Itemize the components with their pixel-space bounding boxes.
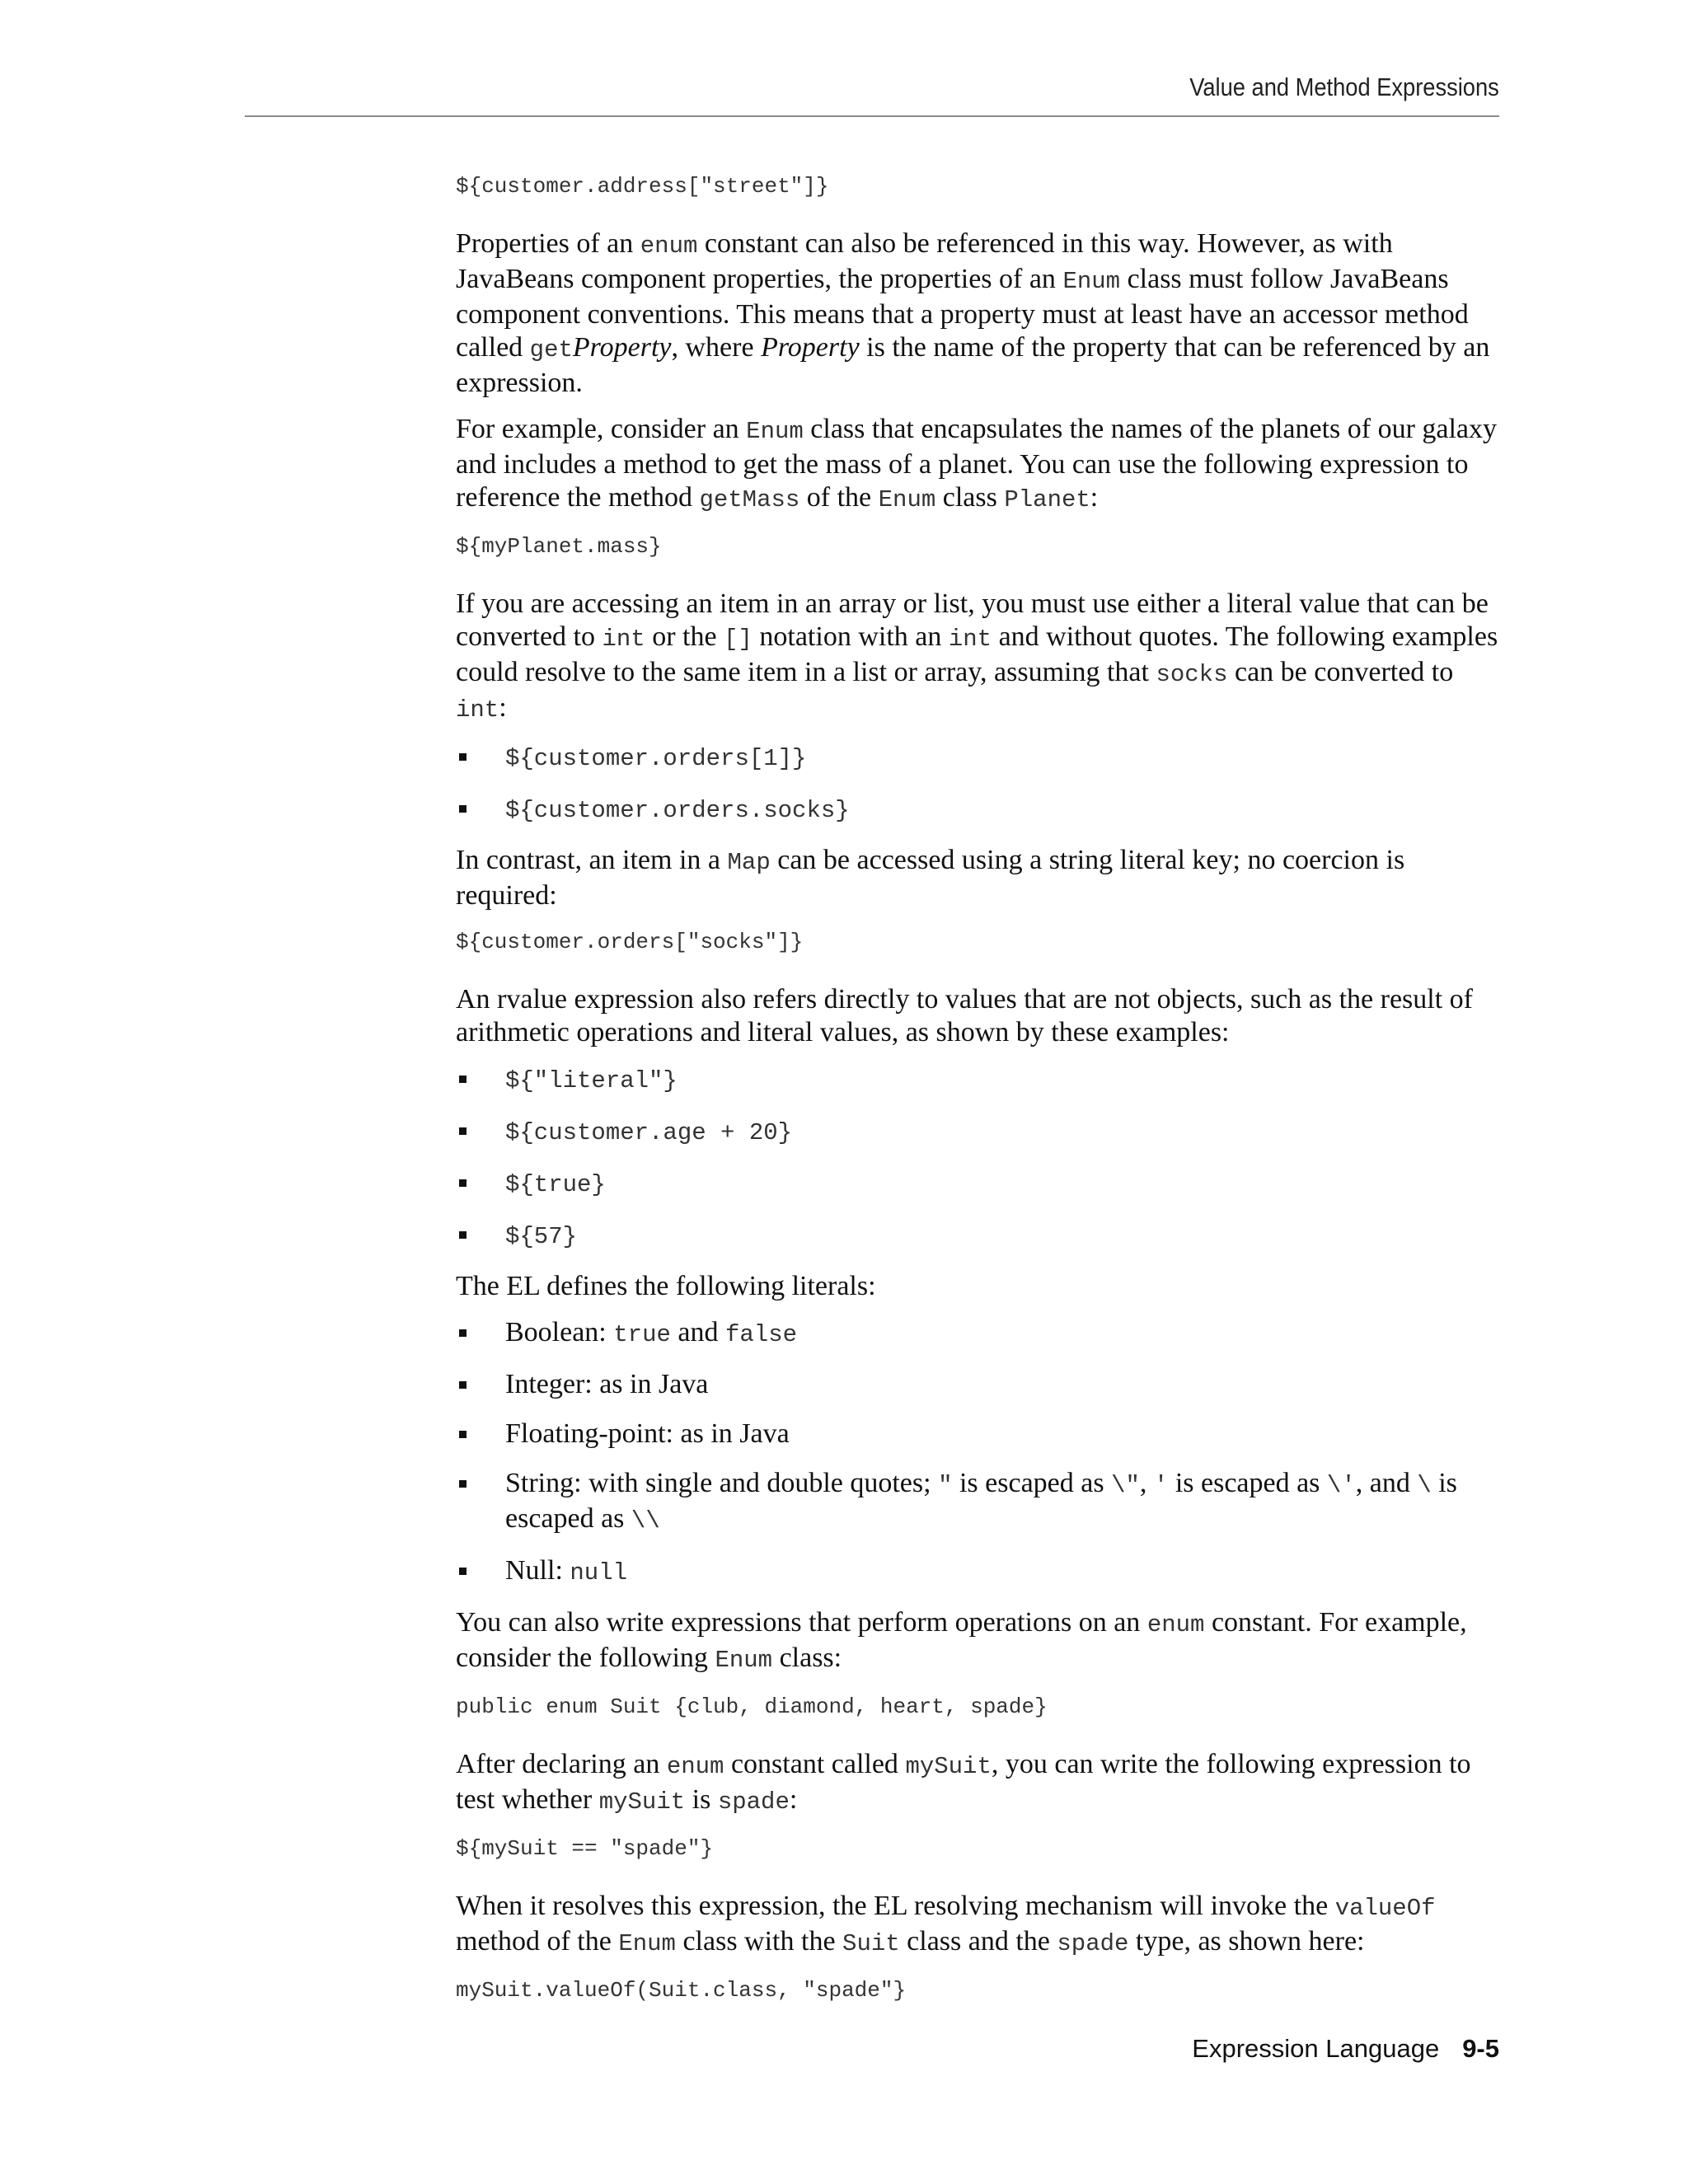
list-item: ${customer.orders.socks} <box>456 792 1503 827</box>
paragraph-map-access: In contrast, an item in a Map can be accessed using a string literal key; no coercion is required: <box>456 845 1405 911</box>
list-item-null: Null: null <box>456 1554 1503 1590</box>
header-title: Value and Method Expressions <box>1189 73 1499 101</box>
paragraph-planet-example: For example, consider an Enum class that encapsulates the names of the planets of our galaxy and includes a method to get the mass of a planet. You can use the following expression to reference the method getMass of the Enum class Planet: <box>456 414 1498 513</box>
bullet-icon <box>459 1568 467 1575</box>
bullet-icon <box>459 1076 467 1083</box>
code-example-socks: ${customer.orders["socks"]} <box>456 930 804 954</box>
list-item-float: Floating-point: as in Java <box>456 1418 1503 1451</box>
bullet-icon <box>459 1179 467 1187</box>
list-item-integer: Integer: as in Java <box>456 1368 1503 1401</box>
page-footer <box>1192 2034 1499 2064</box>
bullet-icon <box>459 1127 467 1135</box>
bullet-icon <box>459 1231 467 1239</box>
footer-section-title: Expression Language <box>1192 2034 1440 2063</box>
list-item: ${true} <box>456 1166 1503 1202</box>
running-header <box>245 73 1499 117</box>
page-body <box>456 170 1503 2022</box>
code-example-suit-test: ${mySuit == "spade"} <box>456 1836 714 1861</box>
bullet-icon <box>459 753 467 761</box>
bullet-icon <box>459 805 467 813</box>
paragraph-literals-intro: The EL defines the following literals: <box>456 1271 876 1301</box>
code-example-street: ${customer.address["street"]} <box>456 174 829 199</box>
bullet-icon <box>459 1381 467 1389</box>
list-item: ${"literal"} <box>456 1062 1503 1098</box>
list-rvalue-examples <box>456 1062 1503 1254</box>
bullet-icon <box>459 1480 467 1488</box>
paragraph-mysuit: After declaring an enum constant called mySuit, you can write the following expression to test whether mySuit is spade: <box>456 1749 1471 1816</box>
list-item: ${customer.orders[1]} <box>456 740 1503 776</box>
bullet-icon <box>459 1329 467 1337</box>
paragraph-enum-operations: You can also write expressions that perform operations on an enum constant. For example, consider the following Enum class: <box>456 1607 1467 1674</box>
paragraph-array-access: If you are accessing an item in an array or list, you must use either a literal value that can be converted to int or the [] notation with an int and without quotes. The following examples could resolve to the same item in a list or array, assuming that socks can be converted to int: <box>456 588 1498 724</box>
list-item: ${customer.age + 20} <box>456 1114 1503 1150</box>
paragraph-valueof: When it resolves this expression, the EL resolving mechanism will invoke the valueOf method of the Enum class with the Suit class and the spade type, as shown here: <box>456 1891 1436 1957</box>
list-item-boolean: Boolean: true and false <box>456 1316 1503 1352</box>
paragraph-enum-properties: Properties of an enum constant can also be referenced in this way. However, as with JavaBeans component properties, the properties of an Enum class must follow JavaBeans component conventions. This means that a property must at least have an accessor method called getProperty, where Property is the name of the property that can be referenced by an expression. <box>456 228 1490 398</box>
bullet-icon <box>459 1431 467 1438</box>
list-array-examples <box>456 740 1503 827</box>
paragraph-rvalue: An rvalue expression also refers directly to values that are not objects, such as the result of arithmetic operations and literal values, as shown by these examples: <box>456 984 1473 1047</box>
list-item-string: String: with single and double quotes; " is escaped as \", ' is escaped as \', and \ is escaped as \\ <box>456 1467 1503 1538</box>
list-literals <box>456 1316 1503 1590</box>
code-example-suit-enum: public enum Suit {club, diamond, heart, spade} <box>456 1694 1048 1719</box>
code-example-mass: ${myPlanet.mass} <box>456 534 662 559</box>
list-item: ${57} <box>456 1218 1503 1254</box>
page-number: 9-5 <box>1462 2034 1499 2063</box>
code-example-valueof: mySuit.valueOf(Suit.class, "spade"} <box>456 1978 907 2003</box>
